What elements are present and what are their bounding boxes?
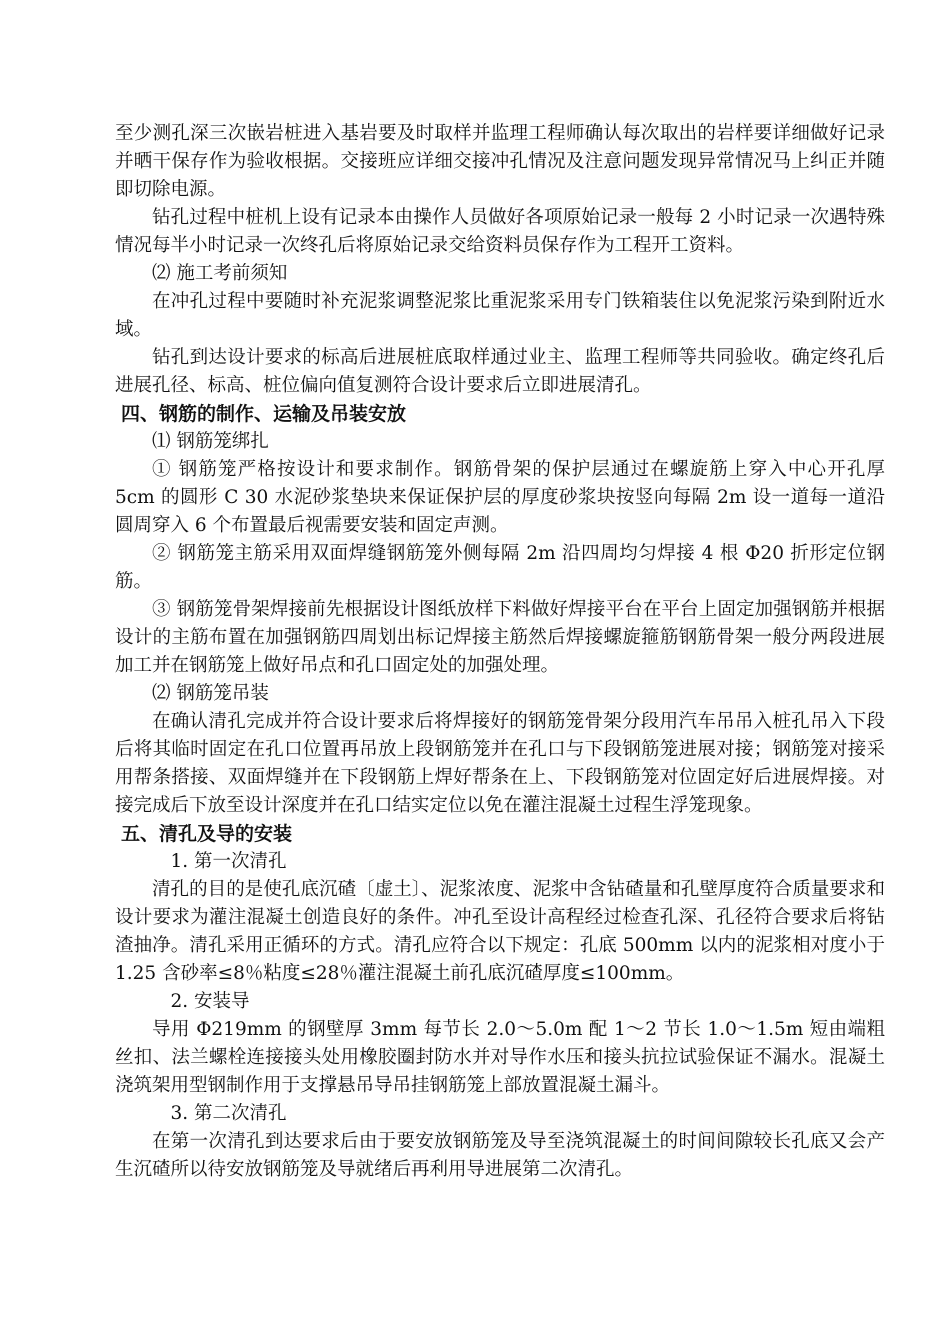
section-heading-cleaning: 五、清孔及导的安装 (121, 823, 293, 845)
paragraph-second-cleaning: 在第一次清孔到达要求后由于要安放钢筋笼及导至浇筑混凝土的时间间隙较长孔底又会产生沉碴所以待安放钢筋笼及导就绪后再利用导进展第二次清孔。 (115, 1131, 885, 1180)
paragraph-final-hole: 钻孔到达设计要求的标高后进展桩底取样通过业主、监理工程师等共同验收。确定终孔后进展孔径、标高、桩位偏向值复测符合设计要求后立即进展清孔。 (115, 347, 885, 396)
paragraph-install-pipe: 导用 Φ219mm 的钢壁厚 3mm 每节长 2.0～5.0m 配 1～2 节长 1.0～1.5m 短由端粗丝扣、法兰螺栓连接接头处用橡胶圈封防水并对导作水压和接头抗拉试验保证不漏水。混凝土浇筑架用型钢制作用于支撑悬吊导吊挂钢筋笼上部放置混凝土漏斗。 (115, 1019, 885, 1096)
subheading-first-cleaning: 1. 第一次清孔 (170, 851, 287, 872)
subheading-cage-hoisting: ⑵ 钢筋笼吊装 (152, 683, 269, 704)
paragraph-first-cleaning: 清孔的目的是使孔底沉碴〔虚土〕、泥浆浓度、泥浆中含钻碴量和孔壁厚度符合质量要求和设计要求为灌注混凝土创造良好的条件。冲孔至设计高程经过检查孔深、孔径符合要求后将钻渣抽净。清孔采用正循环的方式。清孔应符合以下规定：孔底 500mm 以内的泥浆相对度小于 1.25 含砂率≤8％粘度≤28％灌注混凝土前孔底沉碴厚度≤100mm。 (115, 879, 885, 984)
paragraph-hoisting: 在确认清孔完成并符合设计要求后将焊接好的钢筋笼骨架分段用汽车吊吊入桩孔吊入下段后将其临时固定在孔口位置再吊放上段钢筋笼并在孔口与下段钢筋笼进展对接；钢筋笼对接采用帮条搭接、双面焊缝并在下段钢筋上焊好帮条在上、下段钢筋笼对位固定好后进展焊接。对接完成后下放至设计深度并在孔口结实定位以免在灌注混凝土过程生浮笼现象。 (115, 711, 885, 816)
subheading-construction-notes: ⑵ 施工考前须知 (152, 263, 288, 284)
paragraph-cage-item-3: ③ 钢筋笼骨架焊接前先根据设计图纸放样下料做好焊接平台在平台上固定加强钢筋并根据设计的主筋布置在加强钢筋四周划出标记焊接主筋然后焊接螺旋箍筋钢筋骨架一般分两段进展加工并在钢筋笼上做好吊点和孔口固定处的加强处理。 (115, 599, 885, 676)
paragraph-drilling-record: 钻孔过程中桩机上设有记录本由操作人员做好各项原始记录一般每 2 小时记录一次遇特殊情况每半小时记录一次终孔后将原始记录交给资料员保存作为工程开工资料。 (115, 207, 885, 256)
subheading-install-pipe: 2. 安装导 (170, 991, 250, 1012)
section-heading-rebar: 四、钢筋的制作、运输及吊装安放 (121, 403, 407, 425)
subheading-second-cleaning: 3. 第二次清孔 (170, 1103, 287, 1124)
subheading-cage-binding: ⑴ 钢筋笼绑扎 (152, 431, 269, 452)
document-page (115, 120, 885, 1184)
paragraph-cage-item-1: ① 钢筋笼严格按设计和要求制作。钢筋骨架的保护层通过在螺旋筋上穿入中心开孔厚 5cm 的圆形 C 30 水泥砂浆垫块来保证保护层的厚度砂浆块按竖向每隔 2m 设一道每一道沿圆周穿入 6 个布置最后视需要安装和固定声测。 (115, 459, 885, 536)
paragraph-inspection: 至少测孔深三次嵌岩桩进入基岩要及时取样并监理工程师确认每次取出的岩样要详细做好记录并晒干保存作为验收根据。交接班应详细交接冲孔情况及注意问题发现异常情况马上纠正并随即切除电源。 (115, 123, 885, 200)
paragraph-mud: 在冲孔过程中要随时补充泥浆调整泥浆比重泥浆采用专门铁箱装住以免泥浆污染到附近水域。 (115, 291, 885, 340)
paragraph-cage-item-2: ② 钢筋笼主筋采用双面焊缝钢筋笼外侧每隔 2m 沿四周均匀焊接 4 根 Φ20 折形定位钢筋。 (115, 543, 885, 592)
